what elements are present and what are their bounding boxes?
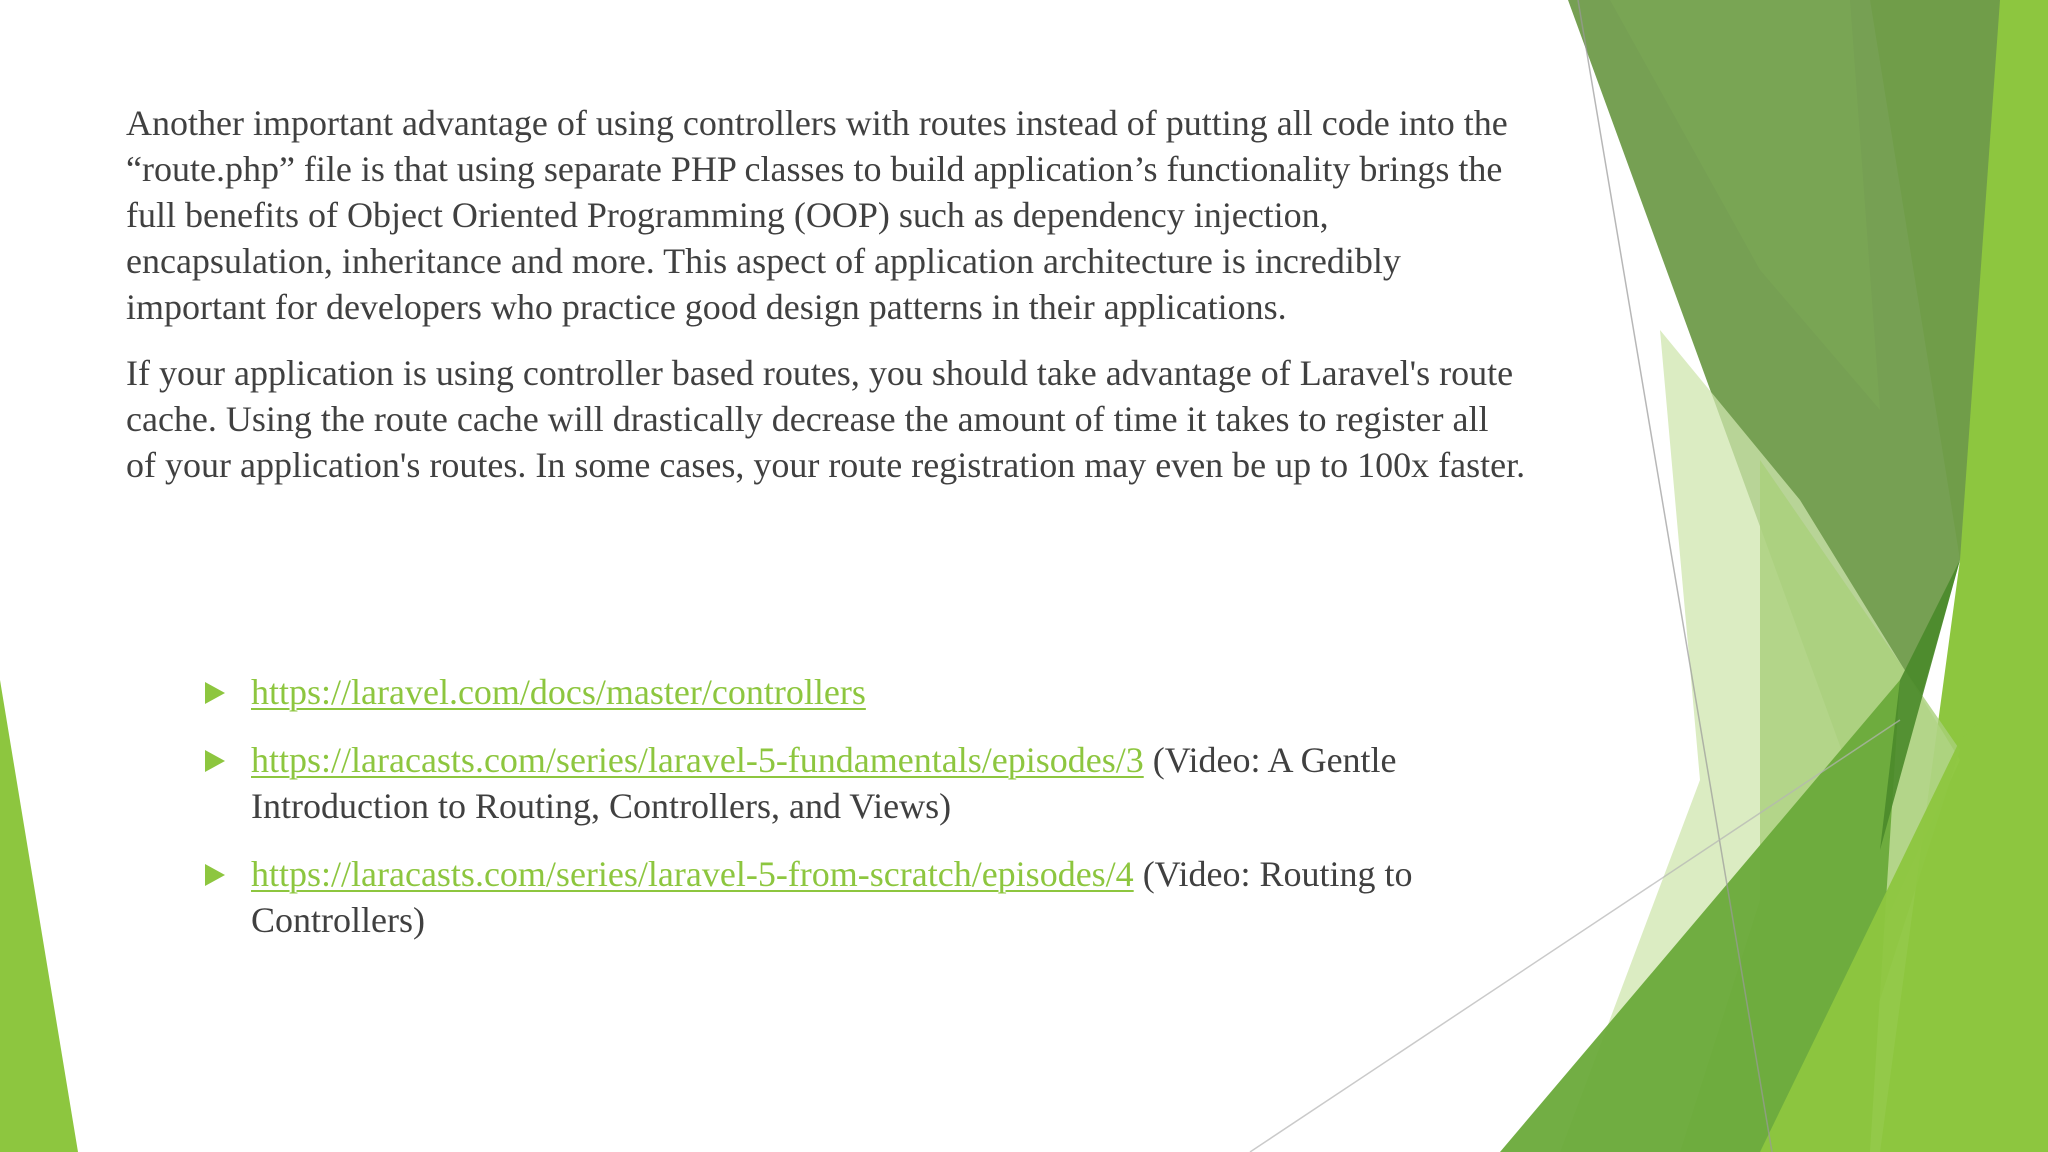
link-laravel-docs-controllers[interactable]: https://laravel.com/docs/master/controllers [251, 672, 866, 712]
triangle-right-icon [205, 682, 225, 704]
list-item [205, 669, 1545, 715]
link-description: (Video: Routing to Controllers) [251, 854, 1413, 940]
list-item [205, 851, 1545, 943]
paragraph-route-cache: If your application is using controller based routes, you should take advantage of Laravel's route cache. Using the route cache will drastically decrease the amount of time it takes to register all of your application's routes. In some cases, your route registration may even be up to 100x faster. [126, 353, 1526, 485]
resource-links-list [205, 669, 1545, 965]
link-laracasts-from-scratch-episode-4[interactable]: https://laracasts.com/series/laravel-5-from-scratch/episodes/4 [251, 854, 1134, 894]
list-item [205, 737, 1545, 829]
triangle-right-icon [205, 750, 225, 772]
triangle-right-icon [205, 864, 225, 886]
link-laracasts-fundamentals-episode-3[interactable]: https://laracasts.com/series/laravel-5-fundamentals/episodes/3 [251, 740, 1144, 780]
body-text-block [126, 100, 1526, 488]
link-description: (Video: A Gentle Introduction to Routing, Controllers, and Views) [251, 740, 1397, 826]
left-green-sliver [0, 680, 78, 1152]
paragraph-oop-advantages: Another important advantage of using controllers with routes instead of putting all code into the “route.php” file is that using separate PHP classes to build application’s functionality brings the full benefits of Object Oriented Programming (OOP) such as dependency injection, encapsulation, inheritance and more. This aspect of application architecture is incredibly important for developers who practice good design patterns in their applications. [126, 103, 1508, 327]
